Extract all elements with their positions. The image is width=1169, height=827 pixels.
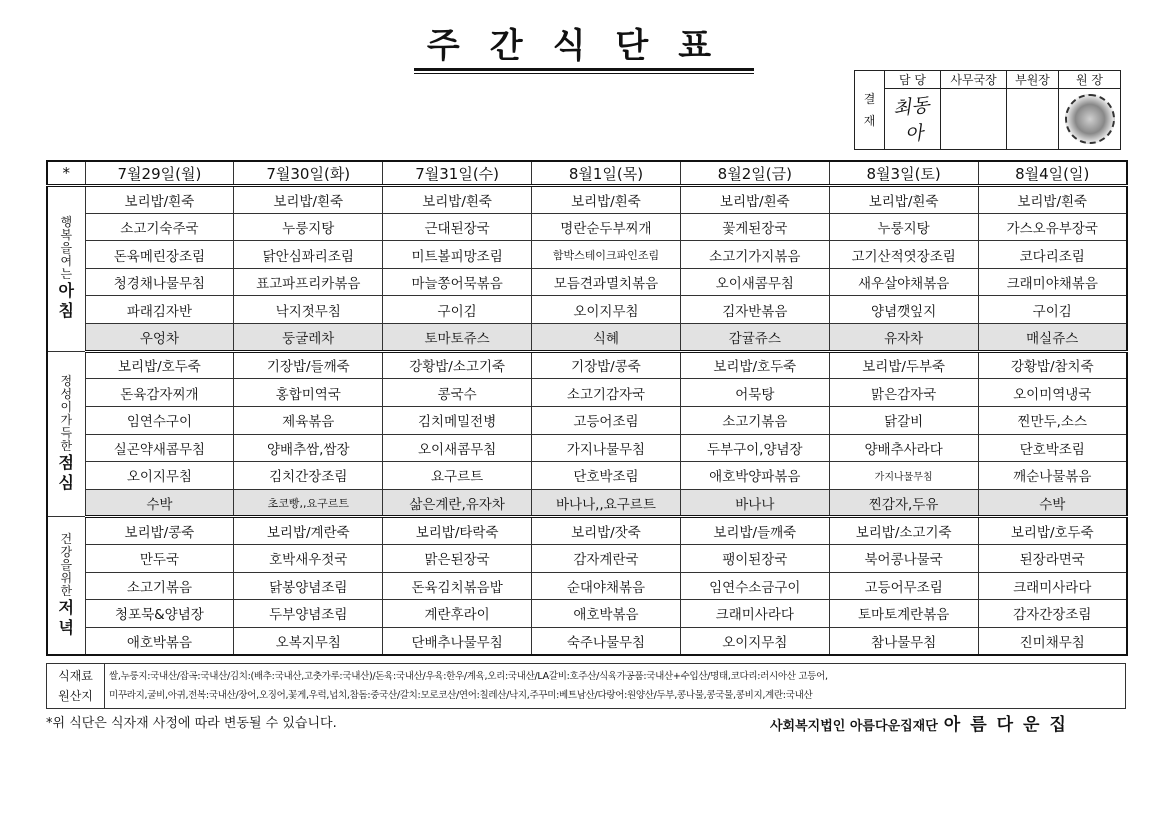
menu-item: 애호박볶음 [85,627,234,655]
menu-item: 둥굴레차 [234,324,383,352]
menu-item: 양배추쌈,쌈장 [234,434,383,462]
menu-row [47,627,1127,655]
organization-foundation: 사회복지법인 아름다운집재단 [770,719,938,734]
menu-item: 파래김자반 [85,296,234,324]
menu-item: 호박새우젓국 [234,544,383,572]
menu-item: 실곤약새콤무침 [85,434,234,462]
title-underline-thin [414,73,754,74]
menu-item: 된장라면국 [978,544,1127,572]
approval-seal-cell [1059,89,1121,150]
menu-item: 닭갈비 [829,406,978,434]
day-header: 8월2일(금) [680,161,829,186]
menu-item: 양배추사라다 [829,434,978,462]
menu-item: 보리밥/호두죽 [85,351,234,379]
organization-title: 아름다운집 [943,715,1076,735]
meal-subtitle: 건 강 을 위 한 [60,532,73,599]
approval-label-top: 결 [863,92,876,106]
menu-item: 돈육메린장조림 [85,241,234,269]
day-header: 7월30일(화) [234,161,383,186]
approval-signature-cell [885,89,941,150]
menu-row [47,268,1127,296]
origin-text [105,664,1126,709]
menu-item: 미트볼피망조림 [383,241,532,269]
menu-item: 보리밥/흰죽 [532,186,681,214]
menu-item: 모듬견과멸치볶음 [532,268,681,296]
menu-item: 보리밥/흰죽 [680,186,829,214]
menu-item: 오이지무침 [532,296,681,324]
corner-mark: * [47,161,85,186]
menu-item: 소고기볶음 [85,572,234,600]
menu-item: 계란후라이 [383,600,532,628]
meal-title: 아 침 [58,281,74,321]
menu-item: 두부양념조림 [234,600,383,628]
menu-item: 가지나물무침 [532,434,681,462]
menu-item: 크래미사라다 [680,600,829,628]
menu-item: 가지나물무침 [829,462,978,490]
menu-item: 구이김 [978,296,1127,324]
approval-label-bottom: 재 [863,114,876,128]
menu-item: 보리밥/흰죽 [829,186,978,214]
menu-item: 보리밥/타락죽 [383,517,532,545]
approval-role: 부원장 [1007,71,1059,89]
menu-item: 새우살야채볶음 [829,268,978,296]
menu-row [47,517,1127,545]
menu-item: 닭안심꽈리조림 [234,241,383,269]
menu-item: 김치메밀전병 [383,406,532,434]
menu-item: 청경채나물무침 [85,268,234,296]
menu-item: 청포묵&양념장 [85,600,234,628]
menu-item: 깨순나물볶음 [978,462,1127,490]
menu-item: 크래미야채볶음 [978,268,1127,296]
page-title: 주간식단표 [426,26,742,66]
menu-row [47,462,1127,490]
footnote: *위 식단은 식자재 사정에 따라 변동될 수 있습니다. [46,716,337,731]
menu-item: 요구르트 [383,462,532,490]
menu-item: 오복지무침 [234,627,383,655]
menu-item: 수박 [978,489,1127,517]
origin-label-line: 원산지 [58,689,93,703]
approval-label [855,71,885,150]
menu-item: 보리밥/흰죽 [234,186,383,214]
menu-item: 오이지무침 [680,627,829,655]
menu-item: 돈육감자찌개 [85,379,234,407]
menu-item: 오이미역냉국 [978,379,1127,407]
meal-title: 점 심 [58,453,74,493]
handwritten-signature: 최동아 [891,94,931,146]
menu-item: 토마토계란볶음 [829,600,978,628]
meal-subtitle: 행 복 을 여 는 [60,215,73,282]
menu-item: 낙지젓무침 [234,296,383,324]
menu-item: 맑은감자국 [829,379,978,407]
menu-item: 콩국수 [383,379,532,407]
day-header-row [47,161,1127,186]
menu-item: 보리밥/호두죽 [680,351,829,379]
menu-item: 김자반볶음 [680,296,829,324]
menu-item: 단호박조림 [978,434,1127,462]
menu-item: 어묵탕 [680,379,829,407]
menu-item: 찐만두,소스 [978,406,1127,434]
menu-item: 초코빵,,요구르트 [234,489,383,517]
menu-item: 소고기감자국 [532,379,681,407]
menu-item: 보리밥/들깨죽 [680,517,829,545]
menu-item: 보리밥/소고기죽 [829,517,978,545]
menu-item: 매실쥬스 [978,324,1127,352]
menu-item: 코다리조림 [978,241,1127,269]
menu-item: 소고기가지볶음 [680,241,829,269]
menu-item: 보리밥/콩죽 [85,517,234,545]
menu-item: 감귤쥬스 [680,324,829,352]
menu-item: 애호박볶음 [532,600,681,628]
organization-name [770,710,1076,735]
menu-item: 근대된장국 [383,213,532,241]
menu-row [47,406,1127,434]
approval-role: 원 장 [1059,71,1121,89]
menu-item: 바나나 [680,489,829,517]
meal-label [47,186,85,352]
menu-item: 고등어무조림 [829,572,978,600]
approval-role: 사무국장 [941,71,1007,89]
menu-item: 제육볶음 [234,406,383,434]
menu-item: 보리밥/두부죽 [829,351,978,379]
meal-label [47,517,85,655]
menu-row [47,186,1127,214]
day-header: 8월3일(토) [829,161,978,186]
menu-item: 맑은된장국 [383,544,532,572]
menu-item: 기장밥/들깨죽 [234,351,383,379]
menu-item: 만두국 [85,544,234,572]
menu-item: 누룽지탕 [234,213,383,241]
menu-item: 표고파프리카볶음 [234,268,383,296]
menu-item: 강황밥/참치죽 [978,351,1127,379]
menu-item: 고기산적엿장조림 [829,241,978,269]
menu-item: 오이새콤무침 [680,268,829,296]
menu-row [47,379,1127,407]
menu-item: 오이새콤무침 [383,434,532,462]
menu-item: 보리밥/흰죽 [383,186,532,214]
menu-item: 유자차 [829,324,978,352]
origin-line: 쌀,누룽지:국내산/잡곡:국내산/김치:(배추:국내산,고춧가루:국내산)/돈육:국내산/우육:한우/계육,오리:국내산/LA갈비:호주산/식육가공품:국내산+수입산/명태,코다리:러시아산 고등어, [109,671,828,682]
menu-item: 수박 [85,489,234,517]
menu-item: 크래미사라다 [978,572,1127,600]
menu-item: 명란순두부찌개 [532,213,681,241]
menu-item: 보리밥/호두죽 [978,517,1127,545]
menu-item: 보리밥/계란죽 [234,517,383,545]
menu-item: 임연수소금구이 [680,572,829,600]
menu-item: 오이지무침 [85,462,234,490]
menu-item: 우엉차 [85,324,234,352]
menu-item: 마늘쫑어묵볶음 [383,268,532,296]
weekly-menu-table [46,160,1128,656]
menu-item: 감자계란국 [532,544,681,572]
day-header: 8월1일(목) [532,161,681,186]
menu-item: 단배추나물무침 [383,627,532,655]
day-header: 8월4일(일) [978,161,1127,186]
menu-item: 식혜 [532,324,681,352]
menu-item: 진미채무침 [978,627,1127,655]
menu-item: 닭봉양념조림 [234,572,383,600]
menu-item: 보리밥/흰죽 [978,186,1127,214]
menu-item: 임연수구이 [85,406,234,434]
menu-item: 구이김 [383,296,532,324]
menu-item: 돈육김치볶음밥 [383,572,532,600]
day-header: 7월29일(월) [85,161,234,186]
menu-item: 바나나,,요구르트 [532,489,681,517]
menu-item: 찐감자,두유 [829,489,978,517]
menu-item: 두부구이,양념장 [680,434,829,462]
menu-item: 김치간장조림 [234,462,383,490]
menu-item: 북어콩나물국 [829,544,978,572]
menu-item: 소고기볶음 [680,406,829,434]
menu-row [47,296,1127,324]
menu-row [47,351,1127,379]
menu-row [47,213,1127,241]
menu-item: 함박스테이크파인조림 [532,241,681,269]
origin-table [46,663,1126,709]
menu-row [47,434,1127,462]
menu-item: 홍합미역국 [234,379,383,407]
approval-sign-empty [941,89,1007,150]
seal-stamp [1065,94,1115,144]
menu-row [47,544,1127,572]
origin-line: 미꾸라지,굴비,아귀,전복:국내산/장어,오징어,꽃게,우럭,넙치,참돔:중국산/갈치:모로코산/연어:칠레산/낙지,주꾸미:베트남산/다랑어:원양산/두부,콩나물,콩국물,콩비지,계란:국내산 [109,690,813,701]
menu-row [47,572,1127,600]
menu-item: 토마토쥬스 [383,324,532,352]
meal-label [47,351,85,517]
menu-item: 삶은계란,유자차 [383,489,532,517]
menu-row [47,324,1127,352]
menu-item: 순대야채볶음 [532,572,681,600]
menu-row [47,600,1127,628]
menu-item: 감자간장조림 [978,600,1127,628]
approval-role: 담 당 [885,71,941,89]
menu-item: 숙주나물무침 [532,627,681,655]
menu-item: 보리밥/흰죽 [85,186,234,214]
menu-row [47,241,1127,269]
day-header: 7월31일(수) [383,161,532,186]
origin-label-line: 식재료 [58,669,93,683]
menu-item: 팽이된장국 [680,544,829,572]
menu-item: 양념깻잎지 [829,296,978,324]
menu-row [47,489,1127,517]
approval-box [854,70,1121,150]
menu-item: 소고기숙주국 [85,213,234,241]
meal-subtitle: 정 성 이 가 득 한 [60,374,73,454]
menu-item: 가스오유부장국 [978,213,1127,241]
menu-item: 고등어조림 [532,406,681,434]
title-underline [414,68,754,71]
menu-item: 기장밥/콩죽 [532,351,681,379]
menu-item: 보리밥/잣죽 [532,517,681,545]
meal-title: 저 녁 [58,598,74,638]
approval-sign-empty [1007,89,1059,150]
menu-item: 누룽지탕 [829,213,978,241]
origin-label [47,664,105,709]
menu-item: 강황밥/소고기죽 [383,351,532,379]
menu-item: 꽃게된장국 [680,213,829,241]
menu-item: 단호박조림 [532,462,681,490]
menu-item: 참나물무침 [829,627,978,655]
menu-item: 애호박양파볶음 [680,462,829,490]
